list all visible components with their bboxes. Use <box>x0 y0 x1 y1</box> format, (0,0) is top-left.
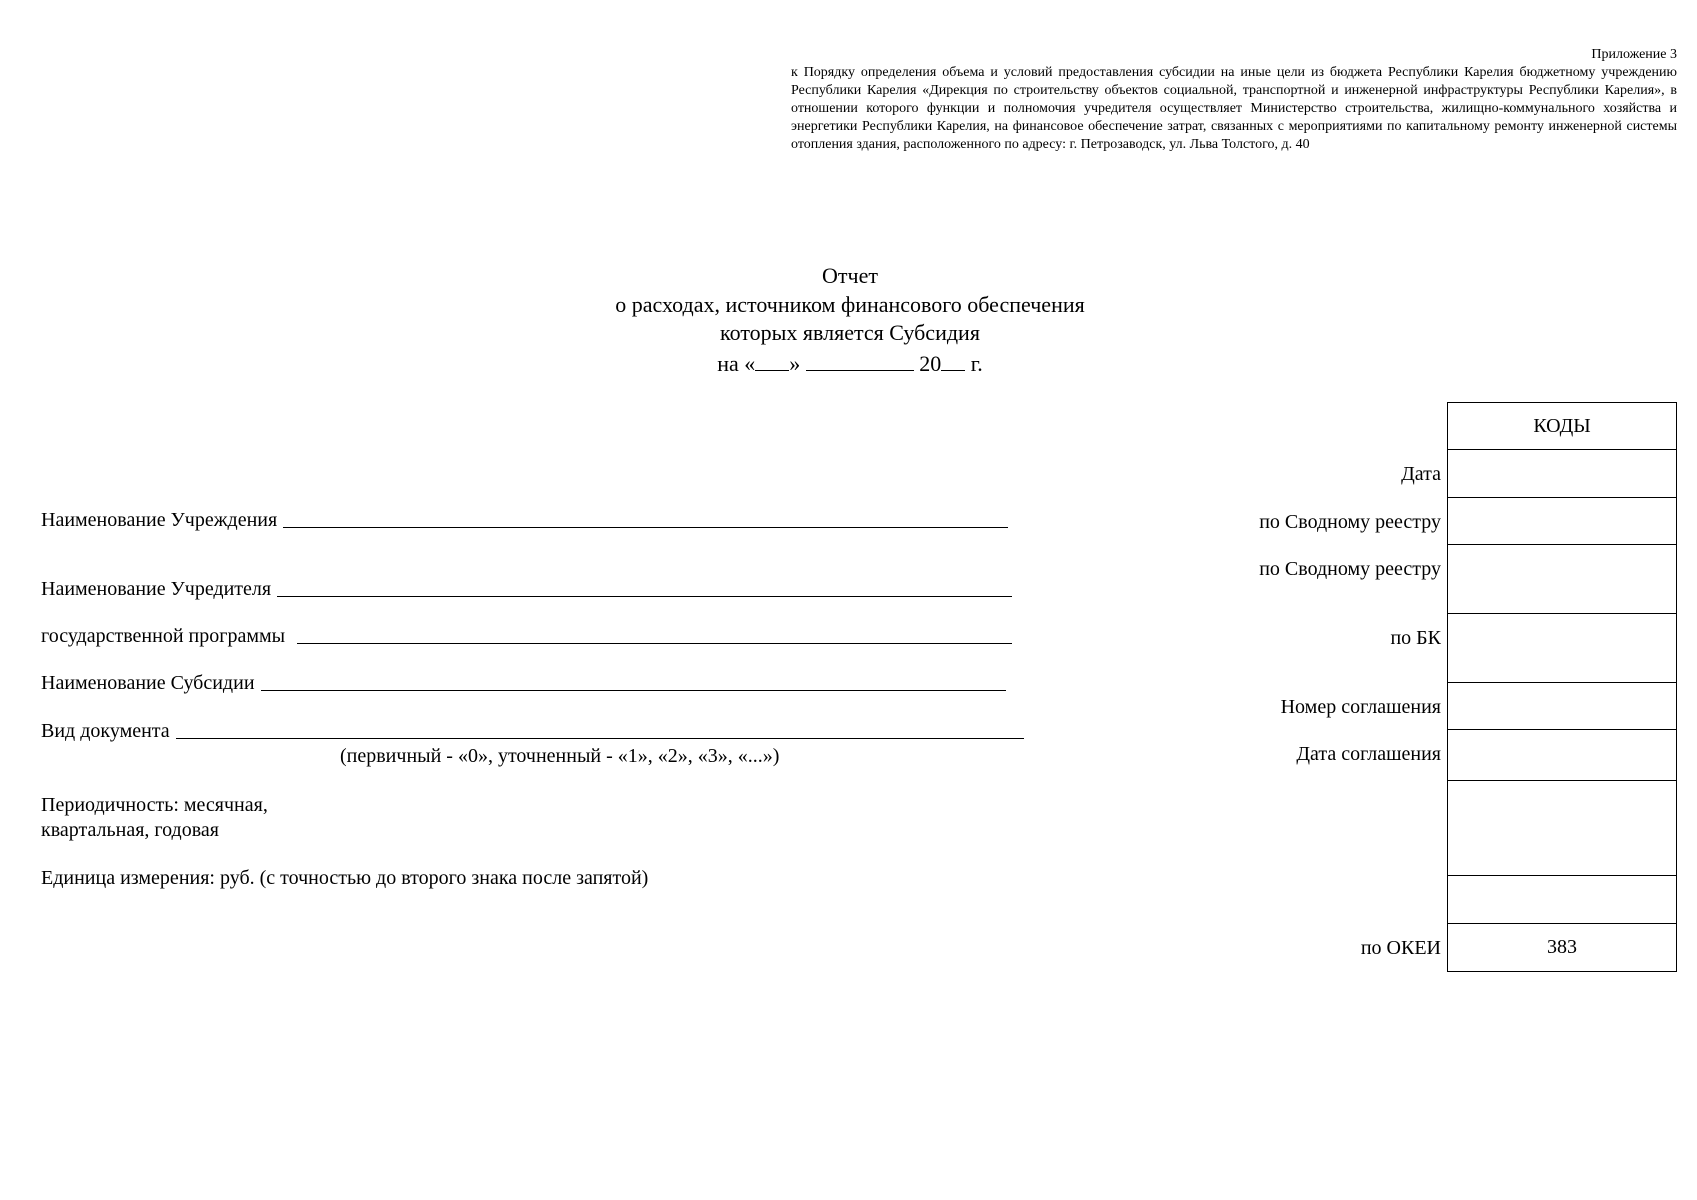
report-title-line1: Отчет <box>822 263 878 288</box>
day-blank[interactable] <box>755 348 789 371</box>
program-field <box>41 624 1012 648</box>
date-prefix: на « <box>717 350 756 376</box>
code-cell-registry-1[interactable] <box>1448 498 1676 545</box>
year-blank[interactable] <box>941 348 965 371</box>
program-label: государственной программы <box>41 625 286 647</box>
label-date: Дата <box>1401 463 1441 485</box>
report-title <box>450 262 1250 378</box>
institution-line[interactable] <box>283 526 1008 528</box>
codes-header: КОДЫ <box>1448 403 1676 450</box>
month-blank[interactable] <box>806 348 914 371</box>
code-cell-registry-2[interactable] <box>1448 545 1676 614</box>
code-cell-blank-1[interactable] <box>1448 781 1676 876</box>
date-mid: » <box>789 350 801 376</box>
code-cell-date[interactable] <box>1448 450 1676 498</box>
code-cell-agreement-number[interactable] <box>1448 683 1676 730</box>
label-bk: по БК <box>1390 627 1441 649</box>
periodicity-line1: Периодичность: месячная, <box>41 794 268 816</box>
doc-type-line[interactable] <box>176 737 1024 739</box>
appendix-title: Приложение 3 <box>1591 47 1677 62</box>
program-line[interactable] <box>297 642 1012 644</box>
institution-label: Наименование Учреждения <box>41 509 278 531</box>
doc-type-field <box>41 719 1024 743</box>
unit-of-measure: Единица измерения: руб. (с точностью до второго знака после запятой) <box>41 867 649 889</box>
appendix-note <box>791 46 1677 154</box>
code-cell-okei[interactable]: 383 <box>1547 936 1577 958</box>
label-agreement-date: Дата соглашения <box>1296 743 1441 765</box>
report-title-line3: которых является Субсидия <box>720 320 980 345</box>
codes-table <box>1447 402 1677 972</box>
code-cell-agreement-date[interactable] <box>1448 730 1676 781</box>
doc-type-label: Вид документа <box>41 720 170 742</box>
founder-label: Наименование Учредителя <box>41 578 272 600</box>
date-suffix: г. <box>970 350 983 376</box>
code-cell-bk[interactable] <box>1448 614 1676 683</box>
institution-field <box>41 508 1008 532</box>
label-registry-1: по Сводному реестру <box>1259 511 1441 533</box>
subsidy-line[interactable] <box>261 689 1006 691</box>
founder-line[interactable] <box>277 595 1012 597</box>
report-title-line2: о расходах, источником финансового обеспечения <box>615 291 1085 317</box>
report-date-line <box>450 348 1250 379</box>
subsidy-label: Наименование Субсидии <box>41 672 255 694</box>
appendix-body: к Порядку определения объема и условий предоставления субсидии на иные цели из бюджета Республики Карелия бюджетному учреждению Республики Карелия «Дирекция по строительству объектов социальной, транспортной и инженерной инфраструктуры Республики Карелия», в отношении которого функции и полномочия учредителя осуществляет Министерство строительства, жилищно-коммунального хозяйства и энергетики Республики Карелия, на финансовое обеспечение затрат, связанных с мероприятиями по капитальному ремонту инженерной системы отопления здания, расположенного по адресу: г. Петрозаводск, ул. Льва Толстого, д. 40 <box>791 65 1677 152</box>
periodicity-line2: квартальная, годовая <box>41 819 219 841</box>
label-registry-2: по Сводному реестру <box>1259 558 1441 580</box>
label-okei: по ОКЕИ <box>1360 937 1441 959</box>
doc-type-hint: (первичный - «0», уточненный - «1», «2», «3», «...») <box>340 745 780 767</box>
label-agreement-number: Номер соглашения <box>1280 696 1441 718</box>
founder-field <box>41 577 1012 601</box>
subsidy-field <box>41 671 1006 695</box>
date-year: 20 <box>919 350 942 376</box>
code-cell-blank-2[interactable] <box>1448 876 1676 924</box>
